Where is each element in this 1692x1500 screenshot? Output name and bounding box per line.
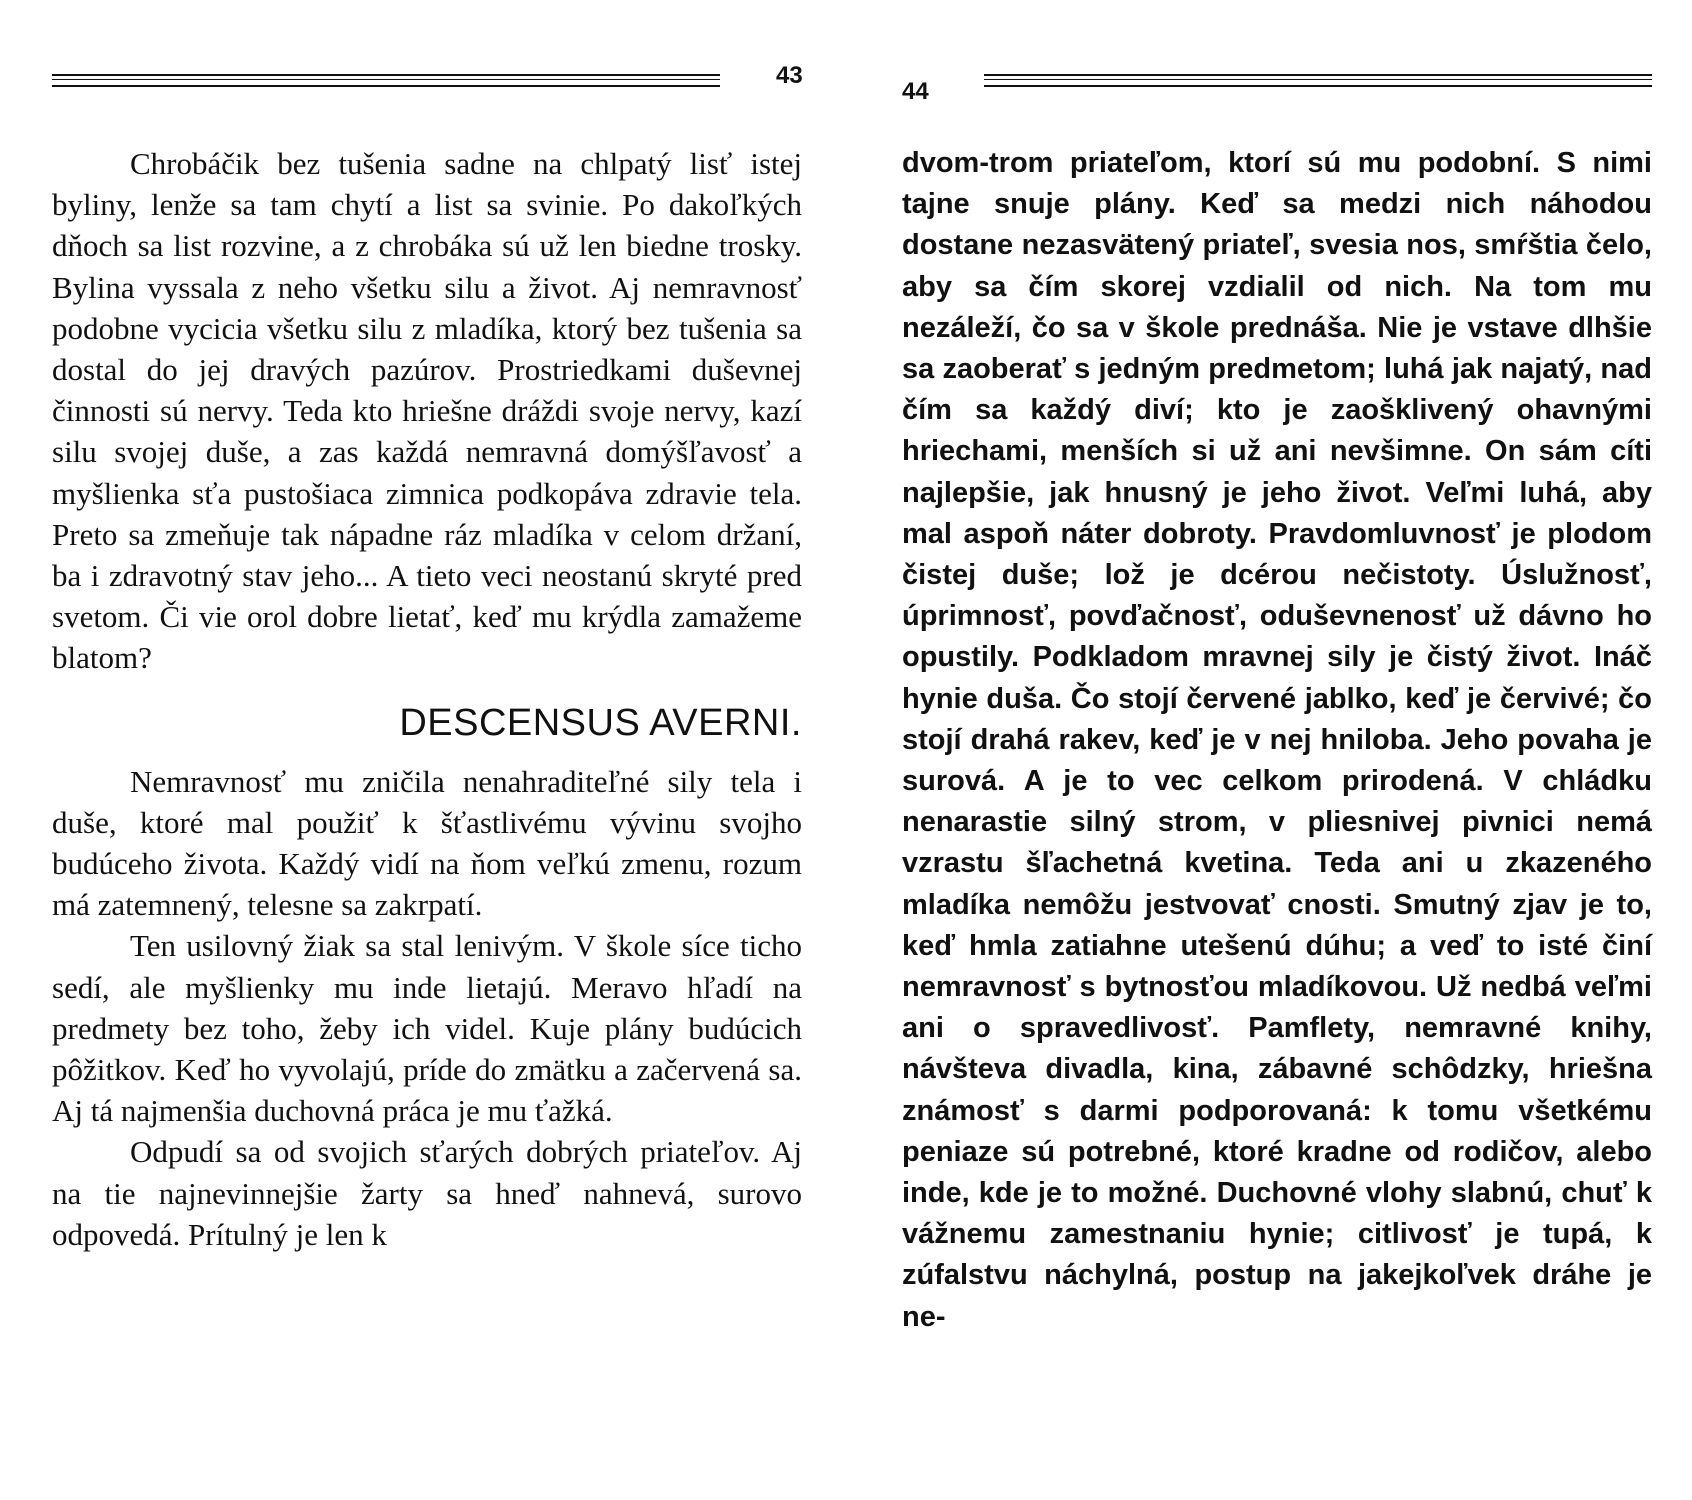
- right-page-body: [902, 143, 1652, 1338]
- right-page: [902, 0, 1652, 1500]
- paragraph: Chrobáčik bez tušenia sadne na chlpatý lisť istej byliny, lenže sa tam chytí a list sa svinie. Po dakoľkých dňoch sa list rozvine, a z chrobáka sú už len biedne trosky. Bylina vyssala z neho všetku silu a život. Aj nemravnosť podobne vycicia všetku silu z mladíka, ktorý bez tušenia sa dostal do jej dravých pazúrov. Prostriedkami duševnej činnosti sú nervy. Teda kto hriešne dráždi svoje nervy, kazí silu svojej duše, a zas každá nemravná domýšľavosť a myšlienka sťa pustošiaca zimnica podkopáva zdravie tela. Preto sa zmeňuje tak nápadne ráz mladíka v celom držaní, ba i zdravotný stav jeho... A tieto veci neostanú skryté pred svetom. Či vie orol dobre lietať, keď mu krýdla zamažeme blatom?: [52, 146, 802, 676]
- paragraph: dvom-trom priateľom, ktorí sú mu podobní. S nimi tajne snuje plány. Keď sa medzi nich náhodou dostane nezasvätený priateľ, svesia nos, smŕštia čelo, aby sa čím skorej vzdialil od nich. Na tom mu nezáleží, čo sa v škole prednáša. Nie je vstave dlhšie sa zaoberať s jedným predmetom; luhá jak najatý, nad čím sa každý diví; kto je zaošklivený ohavnými hriechami, menších si už ani nevšimne. On sám cíti najlepšie, jak hnusný je jeho život. Veľmi luhá, aby mal aspoň náter dobroty. Pravdomluvnosť je plodom čistej duše; lož je dcérou nečistoty. Úslužnosť, úprimnosť, povďačnosť, oduševnenosť už dávno ho opustily. Podkladom mravnej sily je čistý život. Ináč hynie duša. Čo stojí červené jablko, keď je červivé; čo stojí drahá rakev, keď je v nej hniloba. Jeho povaha je surová. A je to vec celkom prirodená. V chládku nenarastie silný strom, v pliesnivej pivnici nemá vzrastu šľachetná kvetina. Teda ani u zkazeného mladíka nemôžu jestvovať cnosti. Smutný zjav je to, keď hmla zatiahne utešenú dúhu; a veď to isté činí nemravnosť s bytnosťou mladíkovou. Už nedbá veľmi ani o spravedlivosť. Pamflety, nemravné knihy, návšteva divadla, kina, zábavné schôdzky, hriešna známosť s darmi podporovaná: k tomu všetkému peniaze sú potrebné, ktoré kradne od rodičov, alebo inde, kde je to možné. Duchovné vlohy slabnú, chuť k vážnemu zamestnaniu hynie; citlivosť je tupá, k zúfalstvu náchylná, postup na jakejkoľvek dráhe je ne-: [902, 147, 1652, 1333]
- right-page-header: [902, 62, 1652, 105]
- page-number: 43: [776, 62, 803, 89]
- paragraph: Odpudí sa od svojich sťarých dobrých priateľov. Aj na tie najnevinnejšie žarty sa hneď nahnevá, surovo odpovedá. Prítulný je len k: [52, 1134, 802, 1252]
- section-heading: DESCENSUS AVERNI.: [399, 701, 802, 744]
- left-page-header: [52, 62, 802, 102]
- paragraph: Nemravnosť mu zničila nenahraditeľné sily tela i duše, ktoré mal použiť k šťastlivému vývinu svojho budúceho života. Každý vidí na ňom veľkú zmenu, rozum má zatemnený, telesne sa zakrpatí.: [52, 763, 802, 923]
- left-page-body: [52, 143, 802, 1255]
- paragraph: Ten usilovný žiak sa stal lenivým. V škole síce ticho sedí, ale myšlienky mu inde lietajú. Meravo hľadí na predmety bez toho, žeby ich videl. Kuje plány budúcich pôžitkov. Keď ho vyvolajú, príde do zmätku a začervená sa. Aj tá najmenšia duchovná práca je mu ťažká.: [52, 928, 802, 1129]
- header-rule: [52, 74, 720, 87]
- page-number: 44: [902, 78, 929, 105]
- header-rule: [984, 74, 1652, 87]
- left-page: [52, 0, 802, 1500]
